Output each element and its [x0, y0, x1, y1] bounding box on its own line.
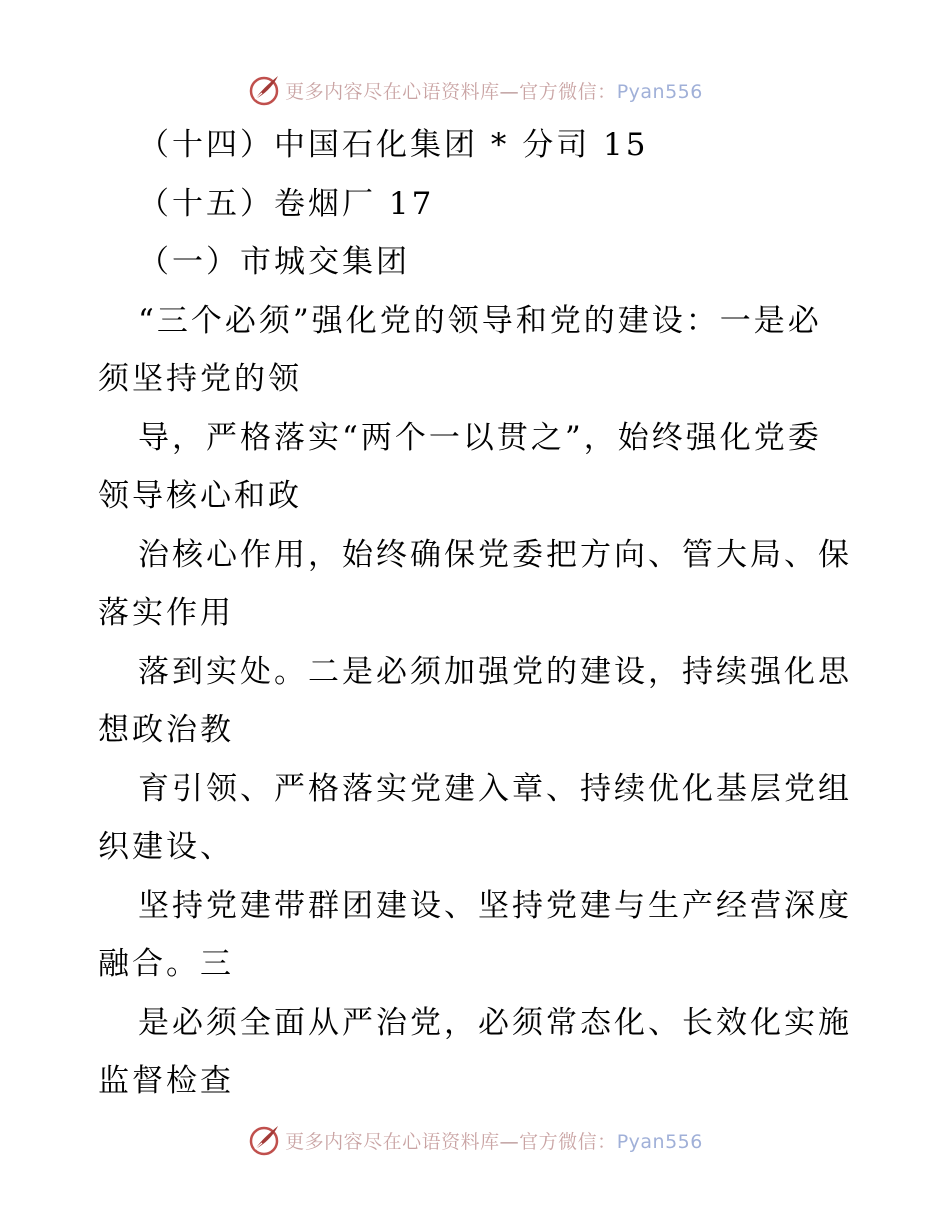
toc-line: （十四）中国石化集团 * 分司 15: [138, 127, 649, 163]
watermark-text: 更多内容尽在心语资料库—官方微信：Pyan556: [285, 80, 703, 103]
paragraph-line: 坚持党建带群团建设、坚持党建与生产经营深度: [138, 887, 852, 924]
paragraph-line: “三个必须”强化党的领导和党的建设：一是必: [138, 302, 822, 339]
paragraph-line: 监督检查: [98, 1063, 234, 1099]
paragraph-line: 织建设、: [98, 829, 234, 865]
paragraph-line: 治核心作用，始终确保党委把方向、管大局、保: [138, 536, 852, 573]
paragraph-line: 领导核心和政: [98, 478, 302, 514]
paragraph-line: 导，严格落实“两个一以贯之”，始终强化党委: [138, 419, 822, 456]
paragraph-line: 须坚持党的领: [98, 361, 302, 397]
paragraph-line: 是必须全面从严治党，必须常态化、长效化实施: [138, 1004, 852, 1041]
document-body: [98, 116, 858, 1111]
section-heading: （一）市城交集团: [138, 244, 410, 280]
paragraph-line: 落实作用: [98, 595, 234, 631]
footer-watermark: [0, 1120, 950, 1160]
header-watermark: [0, 70, 950, 110]
toc-line: （十五）卷烟厂 17: [138, 185, 435, 222]
watermark-text: 更多内容尽在心语资料库—官方微信：Pyan556: [285, 1130, 703, 1153]
quill-pen-icon: [247, 1123, 281, 1157]
paragraph-line: 落到实处。二是必须加强党的建设，持续强化思: [138, 653, 852, 690]
paragraph-line: 育引领、严格落实党建入章、持续优化基层党组: [138, 770, 852, 807]
paragraph-line: 想政治教: [98, 712, 234, 748]
paragraph-line: 融合。三: [98, 946, 234, 982]
quill-pen-icon: [247, 73, 281, 107]
